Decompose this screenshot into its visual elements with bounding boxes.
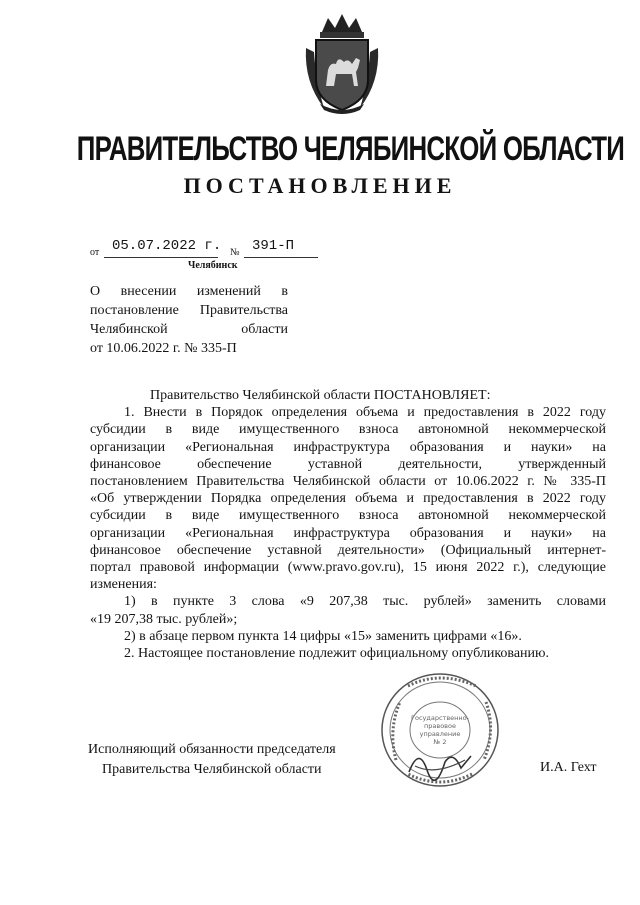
subject-word: внесении	[120, 284, 177, 299]
subject-word: Челябинской	[90, 322, 168, 337]
document-date: 05.07.2022 г.	[112, 238, 222, 254]
body-line: «Об утверждении Порядка определения объема и предоставления в 2022 году	[90, 491, 606, 507]
body-line: субсидии в виде имущественного взноса автономной некоммерческой	[90, 508, 606, 524]
subject-word: от 10.06.2022 г. № 335-П	[90, 341, 237, 356]
subject-line	[90, 320, 288, 339]
body-line: организации «Региональная инфраструктура образования и науки» на	[90, 525, 606, 541]
position-line-2: Правительства Челябинской области	[102, 762, 322, 777]
body-line: изменения:	[90, 577, 157, 593]
body-line: организации «Региональная инфраструктура образования и науки» на	[90, 439, 606, 455]
signatory-position	[88, 740, 336, 780]
body-line: 1. Внести в Порядок определения объема и предоставления в 2022 году	[124, 405, 606, 421]
organization-title: ПРАВИТЕЛЬСТВО ЧЕЛЯБИНСКОЙ ОБЛАСТИ	[76, 130, 625, 168]
stamp-text: Государственно-	[411, 714, 469, 722]
document-body	[90, 387, 606, 662]
document-type-title: ПОСТАНОВЛЕНИЕ	[183, 173, 457, 198]
subject-line	[90, 339, 288, 358]
body-line: постановлением Правительства Челябинской области от 10.06.2022 г. № 335-П	[90, 474, 606, 490]
subject-word: в	[281, 284, 288, 299]
preamble: Правительство Челябинской области ПОСТАНОВЛЯЕТ:	[150, 388, 491, 403]
stamp-text: управление	[419, 730, 461, 738]
body-line: финансовое обеспечение уставной деятельности, утвержденный	[90, 456, 606, 472]
subject-line	[90, 282, 288, 301]
item-2: 2. Настоящее постановление подлежит официальному опубликованию.	[124, 646, 549, 662]
stamp-text: № 2	[433, 738, 447, 746]
document-subject	[90, 282, 288, 358]
subject-line	[90, 301, 288, 320]
handwritten-signature	[405, 742, 475, 787]
coat-of-arms-emblem	[302, 12, 382, 116]
date-underline	[104, 257, 218, 258]
stamp-text: правовое	[424, 722, 456, 730]
subject-word: постановление	[90, 303, 179, 318]
date-prefix: от	[90, 247, 100, 258]
number-prefix: №	[230, 247, 240, 258]
subitem-1-continuation: «19 207,38 тыс. рублей»;	[90, 611, 238, 627]
city-label: Челябинск	[188, 260, 238, 271]
body-line: субсидии в виде имущественного взноса автономной некоммерческой	[90, 422, 606, 438]
subject-word: О	[90, 284, 101, 299]
subject-word: Правительства	[199, 303, 288, 318]
number-underline	[244, 257, 318, 258]
subitem-1: 1) в пункте 3 слова «9 207,38 тыс. рублей» заменить словами	[124, 594, 606, 610]
position-line-1: Исполняющий обязанности председателя	[88, 742, 336, 757]
subject-word: изменений	[196, 284, 261, 299]
document-number: 391-П	[252, 238, 295, 254]
body-line: финансовое обеспечение уставной деятельности» (Официальный интернет-	[90, 542, 606, 558]
signatory-name: И.А. Гехт	[540, 760, 597, 775]
subject-word: области	[241, 322, 288, 337]
body-line: портал правовой информации (www.pravo.gov.ru), 15 июня 2022 г.), следующие	[90, 560, 606, 576]
subitem-2: 2) в абзаце первом пункта 14 цифры «15» заменить цифрами «16».	[124, 628, 522, 644]
